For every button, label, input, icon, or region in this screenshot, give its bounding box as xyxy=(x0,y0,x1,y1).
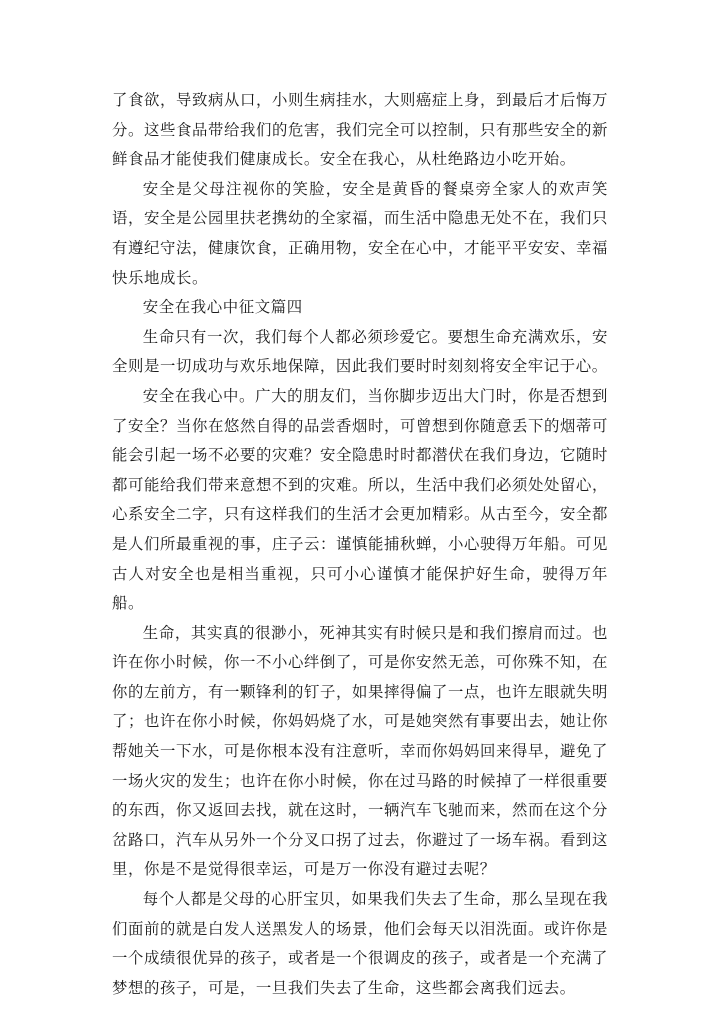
paragraph-parents-treasure: 每个人都是父母的心肝宝贝，如果我们失去了生命，那么呈现在我们面前的就是白发人送黑发人的场景，他们会每天以泪洗面。或许你是一个成绩很优异的孩子，或者是一个很调皮的孩子，或者是一个充满了梦想的孩子，可是，一旦我们失去了生命，这些都会离我们远去。 xyxy=(112,890,608,997)
section-heading: 安全在我心中征文篇四 xyxy=(142,298,303,317)
paragraph-safety-in-heart: 安全在我心中。广大的朋友们，当你脚步迈出大门时，你是否想到了安全？当你在悠然自得的品尝香烟时，可曾想到你随意丢下的烟蒂可能会引起一场不必要的灾难？安全隐患时时都潜伏在我们身边，它随时都可能给我们带来意想不到的灾难。所以，生活中我们必须处处留心，心系安全二字，只有这样我们的生活才会更加精彩。从古至今，安全都是人们所最重视的事，庄子云：谨慎能捕秋蝉，小心驶得万年船。可见古人对安全也是相当重视，只可小心谨慎才能保护好生命，驶得万年船。 xyxy=(112,386,608,613)
paragraph-continued: 了食欲，导致病从口，小则生病挂水，大则癌症上身，到最后才后悔万分。这些食品带给我们的危害，我们完全可以控制，只有那些安全的新鲜食品才能使我们健康成长。安全在我心，从杜绝路边小吃开始。 xyxy=(112,91,608,169)
paragraph-family-safety: 安全是父母注视你的笑脸，安全是黄昏的餐桌旁全家人的欢声笑语，安全是公园里扶老携幼的全家福，而生活中隐患无处不在，我们只有遵纪守法，健康饮食，正确用物，安全在心中，才能平平安安、幸福快乐地成长。 xyxy=(112,179,608,287)
paragraph-life-once: 生命只有一次，我们每个人都必须珍爱它。要想生命充满欢乐，安全则是一切成功与欢乐地保障，因此我们要时时刻刻将安全牢记于心。 xyxy=(112,327,608,376)
document-page xyxy=(112,86,608,1003)
paragraph-life-fragile: 生命，其实真的很渺小，死神其实有时候只是和我们擦肩而过。也许在你小时候，你一不小心绊倒了，可是你安然无恙，可你殊不知，在你的左前方，有一颗锋利的钉子，如果摔得偏了一点，也许左眼就失明了；也许在你小时候，你妈妈烧了水，可是她突然有事要出去，她让你帮她关一下水，可是你根本没有注意听，幸而你妈妈回来得早，避免了一场火灾的发生；也许在你小时候，你在过马路的时候掉了一样很重要的东西，你又返回去找，就在这时，一辆汽车飞驰而来，然而在这个分岔路口，汽车从另外一个分叉口拐了过去，你避过了一场车祸。看到这里，你是不是觉得很幸运，可是万一你没有避过去呢？ xyxy=(112,623,608,879)
